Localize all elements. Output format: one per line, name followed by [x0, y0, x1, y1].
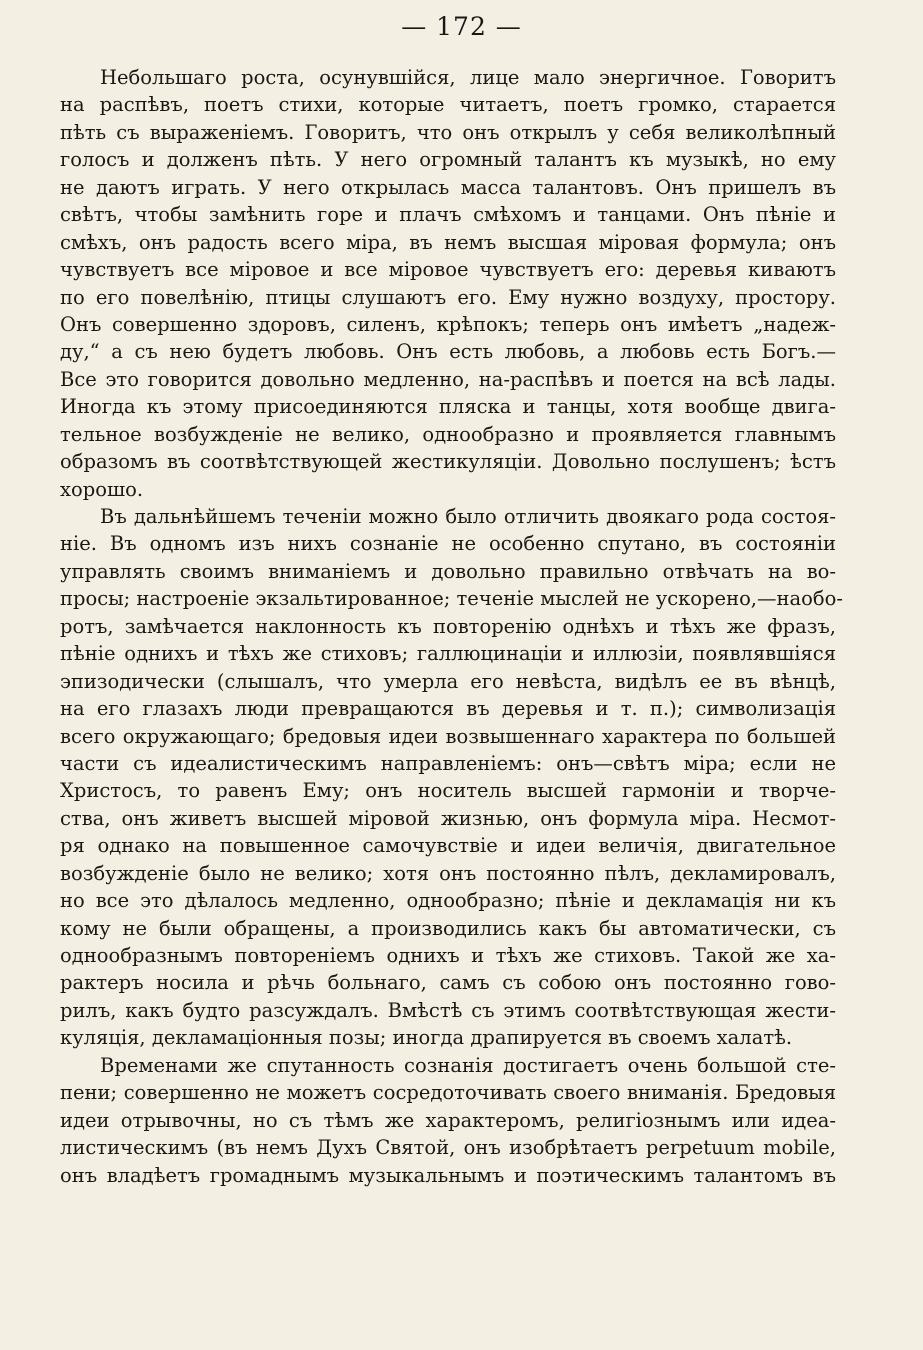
text-line: куляція, декламаціонныя позы; иногда драпируется въ своемъ халатѣ. — [60, 1026, 793, 1050]
text-line: пени; совершенно не можетъ сосредоточивать своего вниманія. Бредовыя — [60, 1081, 836, 1105]
text-line: но все это дѣлалось медленно, однообразно; пѣніе и декламація ни къ — [60, 889, 836, 913]
text-line: голосъ и долженъ пѣть. У него огромный талантъ къ музыкѣ, но ему — [60, 148, 836, 172]
body-text — [60, 64, 843, 1189]
text-line: однообразнымъ повтореніемъ однихъ и тѣхъ же стиховъ. Такой же ха- — [60, 944, 836, 967]
paragraph — [60, 503, 843, 1052]
text-line: на его глазахъ люди превращаются въ деревья и т. п.); символизація — [60, 697, 836, 721]
text-line: по его повелѣнію, птицы слушаютъ его. Ему нужно воздуху, простору. — [60, 285, 836, 309]
text-line: Иногда къ этому присоединяются пляска и танцы, хотя вообще двига- — [60, 395, 836, 419]
text-line: ніе. Въ одномъ изъ нихъ сознаніе не особенно спутано, въ состояніи — [60, 532, 836, 556]
text-line: пѣть съ выраженіемъ. Говоритъ, что онъ открылъ у себя великолѣпный — [60, 120, 836, 144]
text-line: кому не были обращены, а производились какъ бы автоматически, съ — [60, 916, 836, 940]
text-line: хорошо. — [60, 477, 144, 501]
text-line: не даютъ играть. У него открылась масса талантовъ. Онъ пришелъ въ — [60, 175, 836, 199]
text-line: Въ дальнѣйшемъ теченіи можно было отличить двоякаго рода состоя- — [100, 505, 836, 528]
text-line: Все это говорится довольно медленно, на-распѣвъ и поется на всѣ лады. — [60, 367, 836, 391]
text-line: всего окружающаго; бредовыя идеи возвышеннаго характера по большей — [60, 724, 836, 748]
paragraph — [60, 64, 836, 503]
text-line: части съ идеалистическимъ направленіемъ: онъ—свѣтъ міра; если не — [60, 751, 836, 775]
text-line: свѣтъ, чтобы замѣнить горе и плачъ смѣхомъ и танцами. Онъ пѣніе и — [60, 203, 836, 227]
paragraph — [60, 1052, 836, 1189]
text-line: смѣхъ, онъ радость всего міра, въ немъ высшая міровая формула; онъ — [60, 230, 836, 254]
text-line: Небольшаго роста, осунувшійся, лице мало энергичное. Говоритъ — [100, 66, 836, 89]
text-line: на распѣвъ, поетъ стихи, которые читаетъ, поетъ громко, старается — [60, 93, 836, 117]
text-line: ства, онъ живетъ высшей міровой жизнью, онъ формула міра. Несмот- — [60, 806, 836, 830]
text-line: управлять своимъ вниманіемъ и довольно правильно отвѣчать на во- — [60, 559, 836, 583]
text-line: Христосъ, то равенъ Ему; онъ носитель высшей гармоніи и творче- — [60, 779, 836, 803]
text-line: тельное возбужденіе не велико, однообразно и проявляется главнымъ — [60, 422, 836, 446]
text-line: возбужденіе было не велико; хотя онъ постоянно пѣлъ, декламировалъ, — [60, 861, 836, 885]
text-line: чувствуетъ все міровое и все міровое чувствуетъ его: деревья киваютъ — [60, 258, 836, 282]
text-line: рилъ, какъ будто разсуждалъ. Вмѣстѣ съ этимъ соотвѣтствующая жести- — [60, 998, 836, 1022]
text-line: эпизодически (слышалъ, что умерла его невѣста, видѣлъ ее въ вѣнцѣ, — [60, 669, 836, 693]
text-line: ду,“ а съ нею будетъ любовь. Онъ есть любовь, а любовь есть Богъ.— — [60, 340, 836, 364]
text-line: рактеръ носила и рѣчь больнаго, самъ съ собою онъ постоянно гово- — [60, 971, 836, 995]
text-line: онъ владѣетъ громаднымъ музыкальнымъ и поэтическимъ талантомъ въ — [60, 1163, 836, 1187]
text-line: ротъ, замѣчается наклонность къ повторенію однѣхъ и тѣхъ же фразъ, — [60, 614, 836, 638]
text-line: листическимъ (въ немъ Духъ Святой, онъ изобрѣтаетъ perpetuum mobile, — [60, 1136, 836, 1160]
text-line: просы; настроеніе экзальтированное; теченіе мыслей не ускорено,—наобо- — [60, 587, 843, 611]
text-line: Временами же спутанность сознанія достигаетъ очень большой сте- — [100, 1053, 836, 1077]
text-line: ря однако на повышенное самочувствіе и идеи величія, двигательное — [60, 834, 836, 858]
text-line: идеи отрывочны, но съ тѣмъ же характеромъ, религіознымъ или идеа- — [60, 1108, 836, 1132]
text-line: образомъ въ соотвѣтствующей жестикуляціи. Довольно послушенъ; ѣстъ — [60, 450, 836, 474]
text-line: пѣніе однихъ и тѣхъ же стиховъ; галлюцинаціи и иллюзіи, появлявшіяся — [60, 642, 836, 666]
text-line: Онъ совершенно здоровъ, силенъ, крѣпокъ; теперь онъ имѣетъ „надеж- — [60, 312, 836, 336]
page-number: — 172 — — [401, 12, 522, 41]
